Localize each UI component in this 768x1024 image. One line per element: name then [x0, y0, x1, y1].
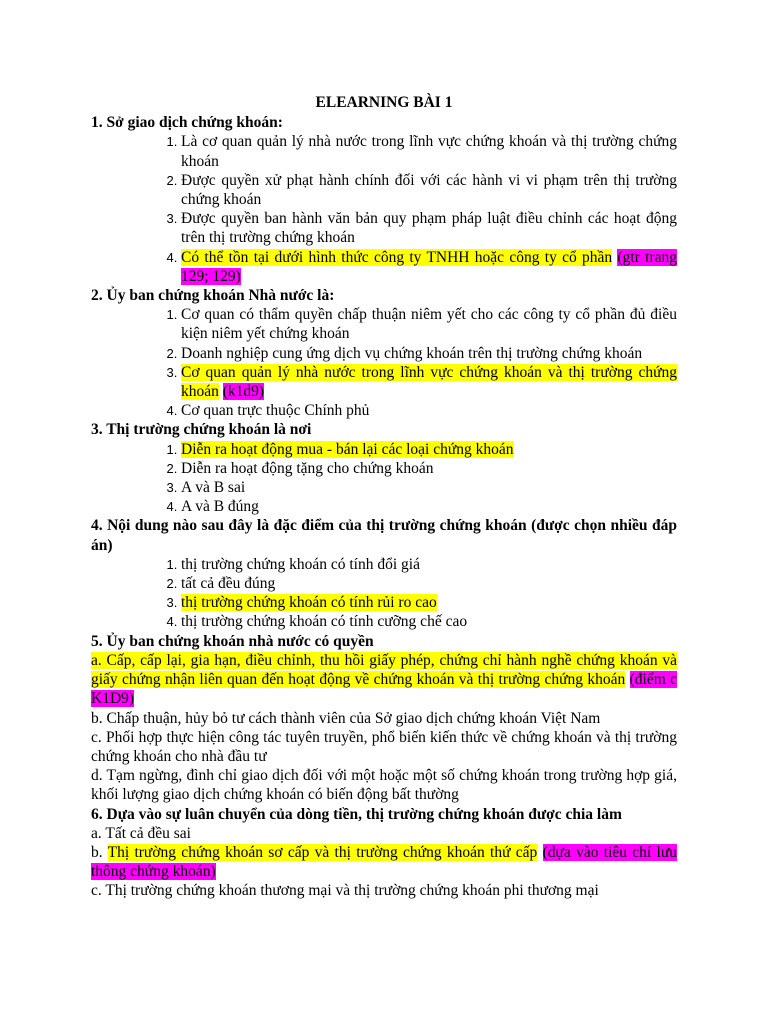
question-3-heading: 3. Thị trường chứng khoán là nơi	[91, 421, 312, 439]
question-6-heading: 6. Dựa vào sự luân chuyển của dòng tiền, thị trường chứng khoán được chia làm	[91, 805, 622, 823]
q5-answer-highlight: a. Cấp, cấp lại, gia hạn, điều chỉnh, thu hồi giấy phép, chứng chỉ hành nghề chứng khoán và giấy chứng nhận liên quan đến hoạt động về chứng khoán và thị trường chứng khoán	[91, 651, 677, 689]
question-2-options	[91, 305, 677, 420]
q5-option-a	[91, 651, 677, 709]
q3-option-3: 3. A và B sai	[181, 478, 677, 497]
q1-answer-note: (gtr trang 129; 129)	[181, 248, 678, 285]
q5-answer-note: (điểm c K1D9)	[91, 671, 678, 708]
q5-option-c: c. Phối hợp thực hiện công tác tuyên truyền, phổ biến kiến thức về chứng khoán và thị trường chứng khoán cho nhà đầu tư	[91, 728, 677, 765]
q1-option-3: 3. Được quyền ban hành văn bản quy phạm pháp luật điều chỉnh các hoạt động trên thị trường chứng khoán	[181, 209, 677, 247]
question-4-heading: 4. Nội dung nào sau đây là đặc điểm của thị trường chứng khoán (được chọn nhiều đáp án)	[91, 517, 677, 554]
q2-answer-note: (k1d9)	[222, 383, 265, 401]
q2-option-2: 2. Doanh nghiệp cung ứng dịch vụ chứng khoán trên thị trường chứng khoán	[181, 344, 677, 363]
q2-answer-highlight: Cơ quan quản lý nhà nước trong lĩnh vực chứng khoán và thị trường chứng khoán	[181, 363, 677, 401]
question-4-options	[91, 555, 677, 632]
q1-answer-highlight: Có thể tồn tại dưới hình thức công ty TNHH hoặc công ty cổ phần	[181, 248, 613, 266]
q3-option-4: 4. A và B đúng	[181, 497, 677, 516]
q6-option-a: a. Tất cả đều sai	[91, 824, 191, 842]
question-1-heading: 1. Sở giao dịch chứng khoán:	[91, 114, 283, 132]
q4-option-3	[181, 593, 677, 612]
q6-option-c: c. Thị trường chứng khoán thương mại và thị trường chứng khoán phi thương mại	[91, 882, 599, 900]
q6-answer-note: (dựa vào tiêu chí lưu thông chứng khoán)	[91, 843, 677, 881]
q1-option-1: 1. Là cơ quan quản lý nhà nước trong lĩnh vực chứng khoán và thị trường chứng khoán	[181, 132, 677, 170]
q5-option-d: d. Tạm ngừng, đình chỉ giao dịch đối với một hoặc một số chứng khoán trong trường hợp giá, khối lượng giao dịch chứng khoán có biến động bất thường	[91, 767, 677, 804]
q4-answer-highlight: thị trường chứng khoán có tính rủi ro cao	[181, 594, 437, 612]
q2-option-4: 4. Cơ quan trực thuộc Chính phủ	[181, 401, 677, 420]
q3-option-2: 2. Diễn ra hoạt động tặng cho chứng khoán	[181, 459, 677, 478]
q6-option-b: b. Thị trường chứng khoán sơ cấp và thị trường chứng khoán thứ cấp (dựa vào tiêu chí lưu thông chứng khoán)	[91, 843, 677, 881]
q1-option-4	[181, 248, 677, 286]
q1-option-2: 2. Được quyền xử phạt hành chính đối với các hành vi vi phạm trên thị trường chứng khoán	[181, 171, 677, 209]
q3-option-1	[181, 440, 677, 459]
q4-option-4: 4. thị trường chứng khoán có tính cưỡng chế cao	[181, 612, 677, 631]
question-3-options	[91, 440, 677, 517]
document-title: ELEARNING BÀI 1	[315, 94, 453, 111]
question-1-options	[91, 132, 677, 286]
q2-option-1: 1. Cơ quan có thẩm quyền chấp thuận niêm yết cho các công ty cổ phần đủ điều kiện niêm yết chứng khoán	[181, 305, 677, 343]
q5-option-b: b. Chấp thuận, hủy bỏ tư cách thành viên của Sở giao dịch chứng khoán Việt Nam	[91, 709, 601, 727]
q3-answer-highlight: Diễn ra hoạt động mua - bán lại các loại chứng khoán	[181, 440, 514, 458]
q2-option-3	[181, 363, 677, 401]
q6-answer-highlight: Thị trường chứng khoán sơ cấp và thị trường chứng khoán thứ cấp	[107, 843, 538, 861]
question-2-heading: 2. Ủy ban chứng khoán Nhà nước là:	[91, 287, 335, 305]
q4-option-2: 2. tất cả đều đúng	[181, 574, 677, 593]
q4-option-1: 1. thị trường chứng khoán có tính đổi giá	[181, 555, 677, 574]
document-body	[91, 93, 677, 901]
question-5-heading: 5. Ủy ban chứng khoán nhà nước có quyền	[91, 632, 374, 650]
